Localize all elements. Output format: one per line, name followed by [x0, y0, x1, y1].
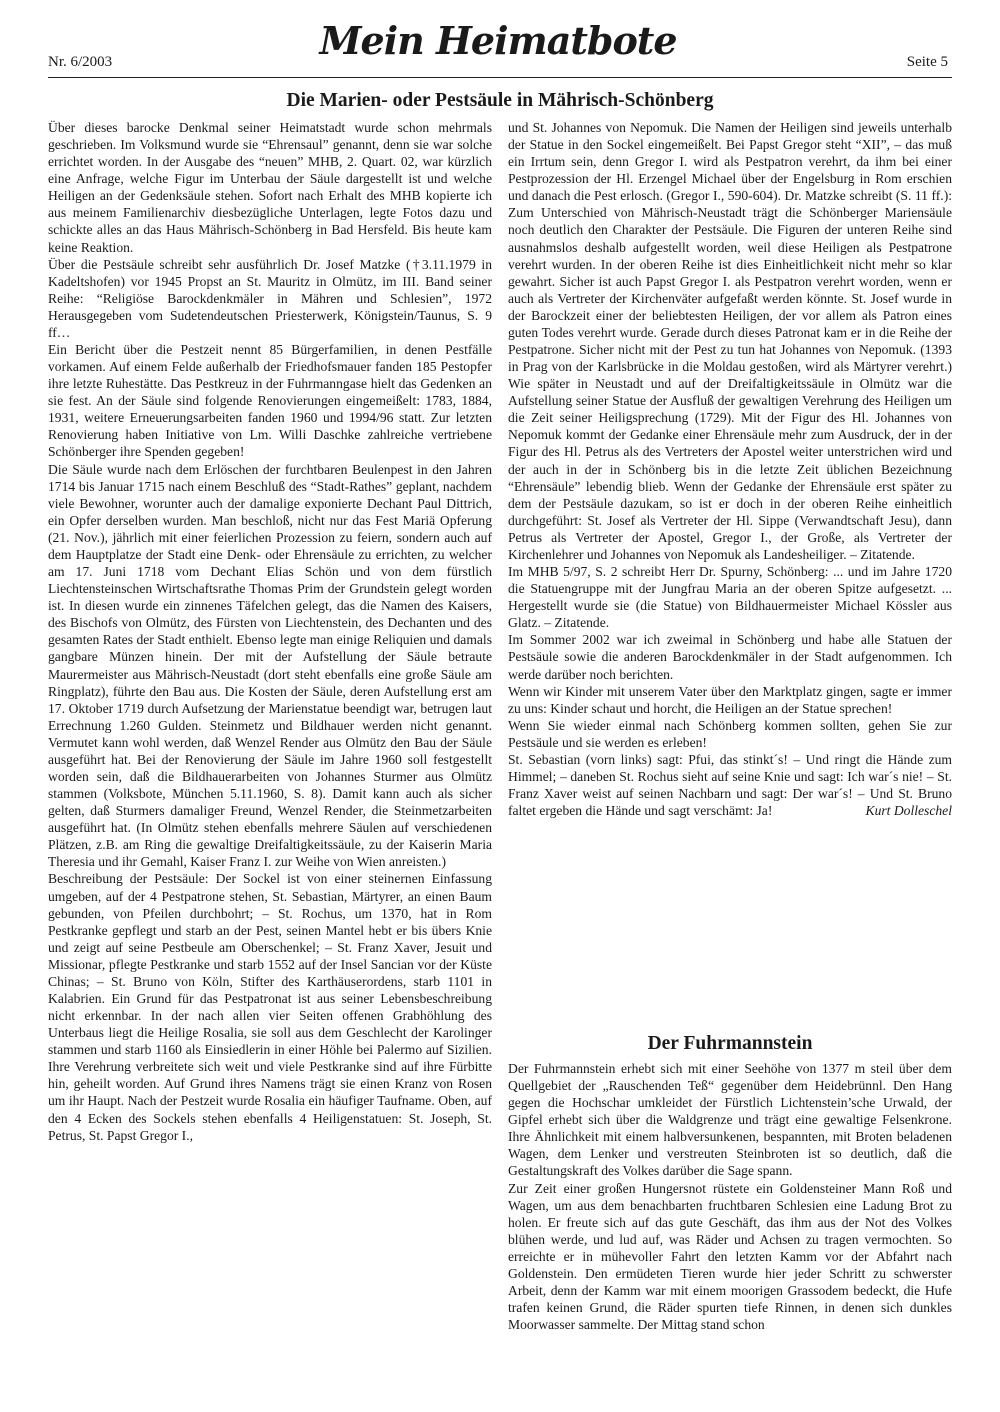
- paragraph: Über dieses barocke Denkmal seiner Heimatstadt wurde schon mehrmals geschrieben. Im Volksmund wurde sie “Ehrensaul” genannt, denn sie war solche errichtet worden. In der Ausgabe des “neuen” MHB, 2. Quart. 02, war kürzlich eine Anfrage, welche Figur im Unterbau der Säule dargestellt ist und welche Heiligen an der Gedenksäule stehen. Sofort nach Erhalt des MHB kopierte ich aus meinem Familienarchiv diesbezügliche Unterlagen, legte Fotos dazu und schickte alles an das Haus Mährisch-Schönberg in Bad Hersfeld. Bis heute kam keine Reaktion.: [48, 120, 492, 255]
- paragraph: Im Sommer 2002 war ich zweimal in Schönberg und habe alle Statuen der Pestsäule sowie die anderen Barockdenkmäler in der Stadt aufgenommen. Ich werde darüber noch berichten.: [508, 632, 952, 682]
- article2-title: Der Fuhrmannstein: [647, 1033, 813, 1054]
- paragraph: Über die Pestsäule schreibt sehr ausführlich Dr. Josef Matzke (†3.11.1979 in Kadeltshofen) vor 1945 Propst an St. Mauritz in Olmütz, im III. Band seiner Reihe: “Religiöse Barockdenkmäler in Mähren und Schlesien”, 1972 Herausgegeben vom Sudetendeutschen Priesterwerk, Königstein/Taunus, S. 9 ff…: [48, 256, 492, 340]
- article-column-1: [48, 119, 492, 1144]
- paragraph: Wenn wir Kinder mit unserem Vater über den Marktplatz gingen, sagte er immer zu uns: Kinder schaut und horcht, die Heiligen an der Statue sprechen!: [508, 683, 952, 716]
- masthead-logo: Mein Heimatbote: [319, 18, 677, 63]
- paragraph: Zur Zeit einer großen Hungersnot rüstete ein Goldensteiner Mann Roß und Wagen, um aus dem benachbarten fruchtbaren Schlesien eine Ladung Brot zu holen. Er freute sich auf das gute Geschäft, das ihm aus der Not des Volkes blühen werde, und lud auf, was Räder und Achsen zu tragen vermochten. So erreichte er in mühevoller Fahrt den letzten Kamm vor der Abfahrt nach Goldenstein. Den ermüdeten Tieren wurde hier jeder Schritt zu schwerster Arbeit, denn der Kamm war mit einem moorigen Grassodem bedeckt, die Hufe trafen keinen Grund, die Räder spurten tiefe Rinnen, in denen sich dunkles Moorwasser sammelte. Der Mittag stand schon: [508, 1180, 952, 1333]
- issue-number: Nr. 6/2003: [48, 54, 113, 70]
- paragraph: Der Fuhrmannstein erhebt sich mit einer Seehöhe von 1377 m steil über dem Quellgebiet der „Rauschenden Teß“ gegenüber dem Heidebrünnl. Den Hang gegen die Hochschar umkleidet der Fürstlich Lichtenstein’sche Urwald, der Gipfel erhebt sich über die Waldgrenze und trägt eine gewaltige Felsenkrone. Ihre Ähnlichkeit mit einem halbversunkenen, bespannten, mit Broten beladenen Wagen, dem Lenker und verstreuten Steinbroten ist so deutlich, daß die Gestaltungskraft des Volkes darüber die Sage spann.: [508, 1061, 952, 1179]
- paragraph: Wenn Sie wieder einmal nach Schönberg kommen sollten, gehen Sie zur Pestsäule und sie werden es erleben!: [508, 717, 952, 750]
- paragraph: Ein Bericht über die Pestzeit nennt 85 Bürgerfamilien, in denen Pestfälle vorkamen. Auf einem Felde außerhalb der Friedhofsmauer fanden 185 Pestopfer ihre letzte Ruhestätte. Das Pestkreuz in der Fuhrmanngase hielt das Gedenken an sie fest. An der Säule sind folgende Renovierungen eingemeißelt: 1783, 1884, 1931, weitere Erneuerungsarbeiten fanden 1960 und 1994/96 statt. Zur letzten Renovierung haben Initiative von Lm. Willi Daschke zahlreiche vertriebene Schönberger ihre Spenden gegeben!: [48, 342, 492, 460]
- article2-column: [508, 1060, 952, 1333]
- paragraph-text: St. Sebastian (vorn links) sagt: Pfui, das stinkt´s! – Und ringt die Hände zum Himmel; – daneben St. Rochus sieht auf seine Knie und sagt: Ich war´s nie! – St. Franz Xaver weist auf seinen Nachbarn und sagt: Der war´s! – Und St. Bruno faltet ergeben die Hände und sagt verschämt: Ja!: [508, 751, 952, 819]
- page-number: Seite 5: [906, 54, 948, 70]
- paragraph: Die Säule wurde nach dem Erlöschen der furchtbaren Beulenpest in den Jahren 1714 bis Januar 1715 nach einem Beschluß des “Stadt-Rathes” geplant, nachdem viele Bewohner, worunter auch der damalige exponierte Dechant Paul Dittrich, ein Opfer derselben wurden. Man beschloß, nicht nur das Fest Mariä Opferung (21. Nov.), jährlich mit einer feierlichen Prozession zu feiern, sondern auch auf dem Hauptplatze der Stadt eine Denk- oder Ehrensäule zu errichten, zu welcher am 17. Juni 1718 vom Dechant Elias Schön und von dem fürstlich Liechtensteinschen Wirtschaftsrathe Thomas Prim der Grundstein gelegt worden ist. In diesen wurde ein zinnenes Täfelchen gelegt, das die Namen des Kaisers, des Bischofs von Olmütz, des Fürsten von Liechtenstein, des Dechanten und des gesamten Rates der Stadt enthielt. Ebenso legte man einige Reliquien und damals gangbare Münzen hinein. Der mit der Aufstellung der Säule betraute Maurermeister aus Mährisch-Neustadt (dort steht ebenfalls eine große Säule am Ringplatz), führte den Bau aus. Die Kosten der Säule, deren Aufstellung erst am 17. Oktober 1719 durch Aufsetzung der Marienstatue beendigt war, betrugen laut Errechnung 1.260 Gulden. Steinmetz und Bildhauer werden nicht genannt. Vermutet kann wohl werden, daß Wenzel Render aus Olmütz den Bau der Säule ausgeführt hat. Bei der Renovierung der Säule im Jahre 1960 soll festgestellt worden sein, daß die Bildhauerarbeiten von Johannes Sturmer aus Olmütz stammen (Volksbote, München 5.11.1960, S. 8). Damit kann auch als sicher gelten, daß Sturmers damaliger Freund, Wenzel Render, die Steinmetzarbeiten ausgeführt hat. (In Olmütz stehen ebenfalls mehrere Säulen auf verschiedenen Plätzen, z.B. am Ring die gewaltige Dreifaltigkeitssäule, zu der Kaiserin Maria Theresia und ihr Gemahl, Kaiser Franz I. zur Weihe von Wien anreisten.): [48, 461, 492, 870]
- article-column-2: [508, 119, 952, 819]
- author-signature: Kurt Dolleschel: [865, 803, 952, 819]
- article-title: Die Marien- oder Pestsäule in Mährisch-Schönberg: [286, 90, 714, 111]
- paragraph: [508, 751, 952, 819]
- header-rule: [48, 77, 952, 78]
- paragraph: Im MHB 5/97, S. 2 schreibt Herr Dr. Spurny, Schönberg: ... und im Jahre 1720 die Statuengruppe mit der Jungfrau Maria an der oberen Spitze aufgesetzt. ... Hergestellt wurde sie (die Statue) von Bildhauermeister Michael Kössler aus Glatz. – Zitatende.: [508, 564, 952, 631]
- paragraph: Beschreibung der Pestsäule: Der Sockel ist von einer steinernen Einfassung umgeben, auf der 4 Pestpatrone stehen, St. Sebastian, Märtyrer, an einen Baum gebunden, von Pfeilen durchbohrt; – St. Rochus, um 1370, hat in Rom Pestkranke gepflegt und starb an der Pest, seinen Mantel hebt er bis übers Knie und zeigt auf seine Pestbeule am Oberschenkel; – St. Franz Xaver, Jesuit und Missionar, pflegte Pestkranke und starb 1552 auf der Insel Sancian vor der Küste Chinas; – St. Bruno von Köln, Stifter des Karthäuserordens, starb 1101 in Kalabrien. Ein Grund für das Pestpatronat ist aus seiner Lebensbeschreibung nicht erkennbar. In der nach allen vier Seiten offenen Grabhöhlung des Unterbaus liegt die Heilige Rosalia, sie soll aus dem Geschlecht der Karolinger stammen und starb 1160 als Einsiedlerin in einer Höhle bei Palermo auf Sizilien. Ihre Verehrung verbreitete sich weit und viele Pestkranke sind auf ihre Fürbitte hin, geheilt worden. Auf Grund ihres Namens trägt sie einen Kranz von Rosen um ihr Haupt. Nach der Pestzeit wurde Rosalia ein häufiger Taufname. Oben, auf den 4 Ecken des Sockels stehen ebenfalls 4 Heiligenstatuen: St. Joseph, St. Petrus, St. Papst Gregor I.,: [48, 871, 492, 1143]
- paragraph: und St. Johannes von Nepomuk. Die Namen der Heiligen sind jeweils unterhalb der Statue in den Sockel eingemeißelt. Bei Papst Gregor steht “XII”, – das muß ein Irrtum sein, denn Gregor I. wird als Pestpatron verehrt, da ihm bei einer Pestprozession der Hl. Erzengel Michael über der Engelsburg in Rom erschien und danach die Pest erlosch. (Gregor I., 590-604). Dr. Matzke schreibt (S. 11 ff.): Zum Unterschied von Mährisch-Neustadt trägt die Schönberger Mariensäule noch deutlich den Charakter der Pestsäule. Die Figuren der unteren Reihe sind ausnahmslos deshalb aufgestellt worden, weil diese Heiligen als Pestpatrone verehrt wurden. In der oberen Reihe ist dies Einheitlichkeit nicht mehr so klar gewahrt. Sicher ist auch Papst Gregor I. als Pestpatron verehrt worden, wenn er auch als Vertreter der Kirchenväter aufgefaßt werden könnte. St. Josef wurde in der Barockzeit einer der beliebtesten Heiligen, der vor allem als Patron eines guten Todes verehrt wurde. Gerade durch dieses Patronat kam er in die Reihe der Pestpatrone. Sicher nicht mit der Pest zu tun hat Johannes von Nepomuk. (1393 in Prag von der Karlsbrücke in die Moldau gestoßen, wird als Märtyrer verehrt.) Wie später in Neustadt und auf der Dreifaltigkeitssäule in Olmütz war die Aufstellung seiner Statue der Ausfluß der gewaltigen Verehrung des Heiligen um die Zeit seiner Heiligsprechung (1729). Mit der Figur des Hl. Johannes von Nepomuk kommt der Gedanke einer Ehrensäule mehr zum Ausdruck, der in der Figur des Hl. Petrus als des Vertreters der Apostel weiter unterstrichen wird und der auch in der in Schönberg bis in die letzte Zeit üblichen Bezeichnung “Ehrensäule” lebendig blieb. Wenn der Gedanke der Ehrensäule erst später zu dem der Pestsäule dazukam, so ist er doch in der oberen Reihe einheitlich durchgeführt: St. Josef als Vertreter der Hl. Sippe (Verwandtschaft Jesu), dann Petrus als Vertreter der Apostel, Gregor I., der Große, als Vertreter der Kirchenlehrer und Johannes von Nepomuk als Landesheiliger. – Zitatende.: [508, 120, 952, 562]
- page-header: [48, 18, 948, 72]
